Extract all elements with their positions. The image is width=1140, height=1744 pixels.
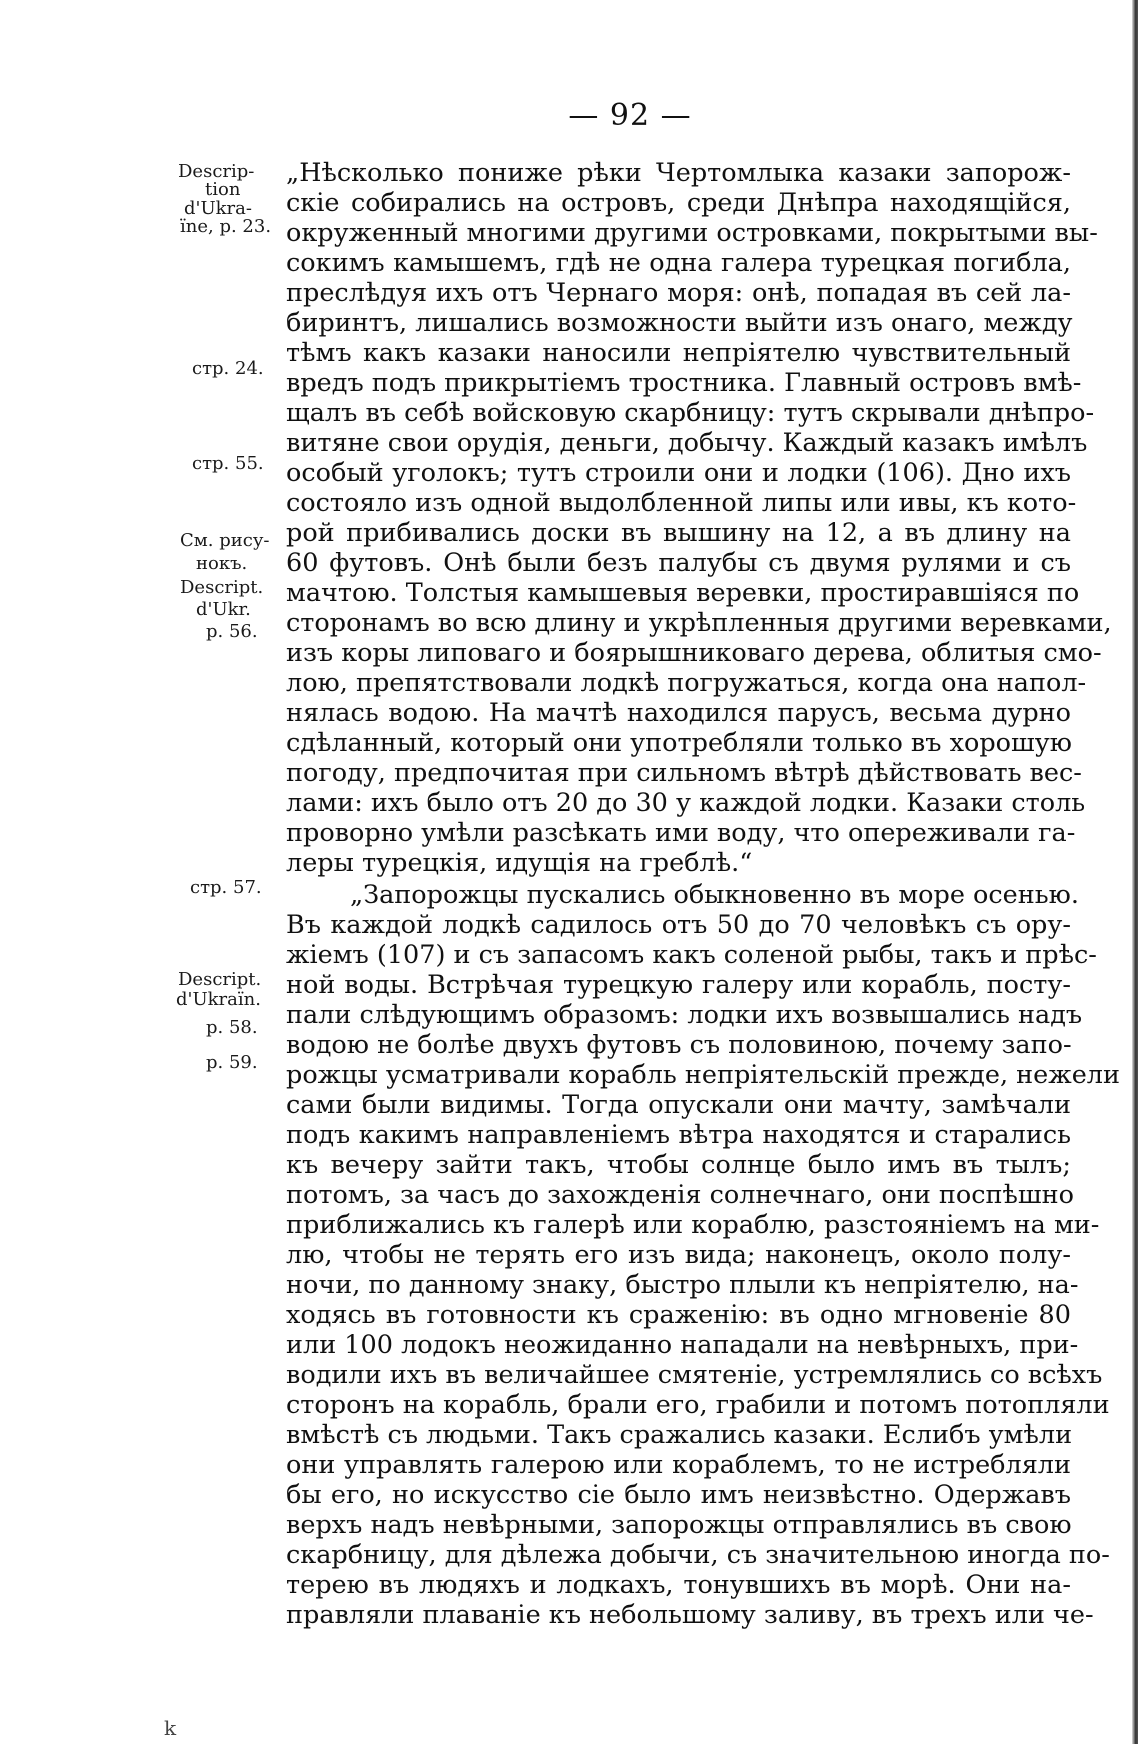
text-line: ночи, по данному знаку, быстро плыли къ непріятелю, на-: [286, 1270, 1079, 1300]
text-line: погоду, предпочитая при сильномъ вѣтрѣ дѣйствовать вес-: [286, 758, 1082, 788]
text-line: сами были видимы. Тогда опускали они мачту, замѣчали: [286, 1090, 1071, 1120]
text-line: особый уголокъ; тутъ строили они и лодки (106). Дно ихъ: [286, 458, 1071, 488]
text-line: проворно умѣли разсѣкать ими воду, что опереживали га-: [286, 818, 1076, 848]
text-line: вредъ подъ прикрытіемъ тростника. Главный островъ вмѣ-: [286, 368, 1082, 398]
text-line: сдѣланный, который они употребляли только въ хорошую: [286, 728, 1072, 758]
text-line: лю, чтобы не терять его изъ вида; наконецъ, около полу-: [286, 1240, 1071, 1270]
text-line: скіе собирались на островъ, среди Днѣпра находящійся,: [286, 188, 1071, 218]
text-line: рожцы усматривали корабль непріятельскій прежде, нежели: [286, 1060, 1121, 1090]
page-number: — 92 —: [568, 98, 692, 133]
text-line: или 100 лодокъ неожиданно нападали на невѣрныхъ, при-: [286, 1330, 1079, 1360]
text-line: сокимъ камышемъ, гдѣ не одна галера турецкая погибла,: [286, 248, 1071, 278]
margin-note: Descript.: [180, 577, 264, 598]
text-line: состояло изъ одной выдолбленной липы или ивы, къ кото-: [286, 488, 1077, 518]
text-line: изъ коры липоваго и боярышниковаго дерева, облитыя смо-: [286, 638, 1102, 668]
margin-note: d'Ukraïn.: [176, 989, 261, 1010]
margin-note: Descript.: [178, 969, 262, 990]
text-line: водою не болѣе двухъ футовъ съ половиною, почему запо-: [286, 1030, 1072, 1060]
text-line: терею въ людяхъ и лодкахъ, тонувшихъ въ морѣ. Они на-: [286, 1570, 1071, 1600]
margin-note: p. 56.: [206, 621, 258, 642]
margin-note: нокъ.: [196, 553, 248, 574]
page-edge-line: [1132, 0, 1138, 1744]
text-line: рой прибивались доски въ вышину на 12, а въ длину на: [286, 518, 1071, 548]
text-line: лою, препятствовали лодкѣ погружаться, когда она напол-: [286, 668, 1087, 698]
text-line: вмѣстѣ съ людьми. Такъ сражались казаки. Еслибъ умѣли: [286, 1420, 1073, 1450]
margin-note: стр. 24.: [192, 358, 264, 379]
text-line: леры турецкія, идущія на греблѣ.“: [286, 848, 753, 878]
text-line: Въ каждой лодкѣ садилось отъ 50 до 70 человѣкъ съ ору-: [286, 910, 1071, 940]
text-line: подъ какимъ направленіемъ вѣтра находятся и старались: [286, 1120, 1071, 1150]
text-line: къ вечеру зайти такъ, чтобы солнце было имъ въ тылъ;: [286, 1150, 1071, 1180]
margin-note: d'Ukra-: [184, 198, 252, 219]
text-line: тѣмъ какъ казаки наносили непріятелю чувствительный: [286, 338, 1071, 368]
text-line: биринтъ, лишались возможности выйти изъ онаго, между: [286, 308, 1073, 338]
text-line: „Нѣсколько пониже рѣки Чертомлыка казаки запорож-: [286, 158, 1071, 188]
text-line: потомъ, за часъ до захожденія солнечнаго, они поспѣшно: [286, 1180, 1074, 1210]
text-line: водили ихъ въ величайшее смятеніе, устремлялись со всѣхъ: [286, 1360, 1103, 1390]
text-line: щалъ въ себѣ войсковую скарбницу: тутъ скрывали днѣпро-: [286, 398, 1095, 428]
text-line: правляли плаваніе къ небольшому заливу, въ трехъ или че-: [286, 1600, 1094, 1630]
text-line: нялась водою. На мачтѣ находился парусъ, весьма дурно: [286, 698, 1071, 728]
margin-note: d'Ukr.: [196, 599, 251, 620]
text-line: окруженный многими другими островками, покрытыми вы-: [286, 218, 1098, 248]
text-line: приближались къ галерѣ или кораблю, разстояніемъ на ми-: [286, 1210, 1100, 1240]
text-line: ходясь въ готовности къ сраженію: въ одно мгновеніе 80: [286, 1300, 1071, 1330]
text-line: мачтою. Толстыя камышевыя веревки, простиравшіяся по: [286, 578, 1080, 608]
text-line: скарбницу, для дѣлежа добычи, съ значительною иногда по-: [286, 1540, 1110, 1570]
text-line: сторонамъ во всю длину и укрѣпленныя другими веревками,: [286, 608, 1112, 638]
text-line: ной воды. Встрѣчая турецкую галеру или корабль, посту-: [286, 970, 1071, 1000]
margin-note: стр. 55.: [192, 453, 264, 474]
text-line: лами: ихъ было отъ 20 до 30 у каждой лодки. Казаки столь: [286, 788, 1086, 818]
text-line: жіемъ (107) и съ запасомъ какъ соленой рыбы, такъ и прѣс-: [286, 940, 1097, 970]
text-line: витяне свои орудія, деньги, добычу. Каждый казакъ имѣлъ: [286, 428, 1088, 458]
text-line: „Запорожцы пускались обыкновенно въ море осенью.: [350, 880, 1079, 910]
text-line: бы его, но искусство сіе было имъ неизвѣстно. Одержавъ: [286, 1480, 1071, 1510]
text-line: пали слѣдующимъ образомъ: лодки ихъ возвышались надъ: [286, 1000, 1083, 1030]
text-line: сторонъ на корабль, брали его, грабили и потомъ потопляли: [286, 1390, 1110, 1420]
text-line: преслѣдуя ихъ отъ Чернаго моря: онѣ, попадая въ сей ла-: [286, 278, 1071, 308]
text-line: 60 футовъ. Онѣ были безъ палубы съ двумя рулями и съ: [286, 548, 1071, 578]
margin-note: tion: [205, 179, 241, 200]
bottom-mark: k: [164, 1716, 177, 1740]
margin-note: См. рису-: [180, 530, 270, 551]
text-line: верхъ надъ невѣрными, запорожцы отправлялись въ свою: [286, 1510, 1072, 1540]
margin-note: p. 59.: [206, 1052, 258, 1073]
text-line: они управлять галерою или кораблемъ, то не истребляли: [286, 1450, 1071, 1480]
margin-note: Descrip-: [178, 161, 255, 182]
margin-note: ïne, p. 23.: [180, 216, 272, 237]
margin-note: p. 58.: [206, 1017, 258, 1038]
margin-note: стр. 57.: [190, 877, 262, 898]
